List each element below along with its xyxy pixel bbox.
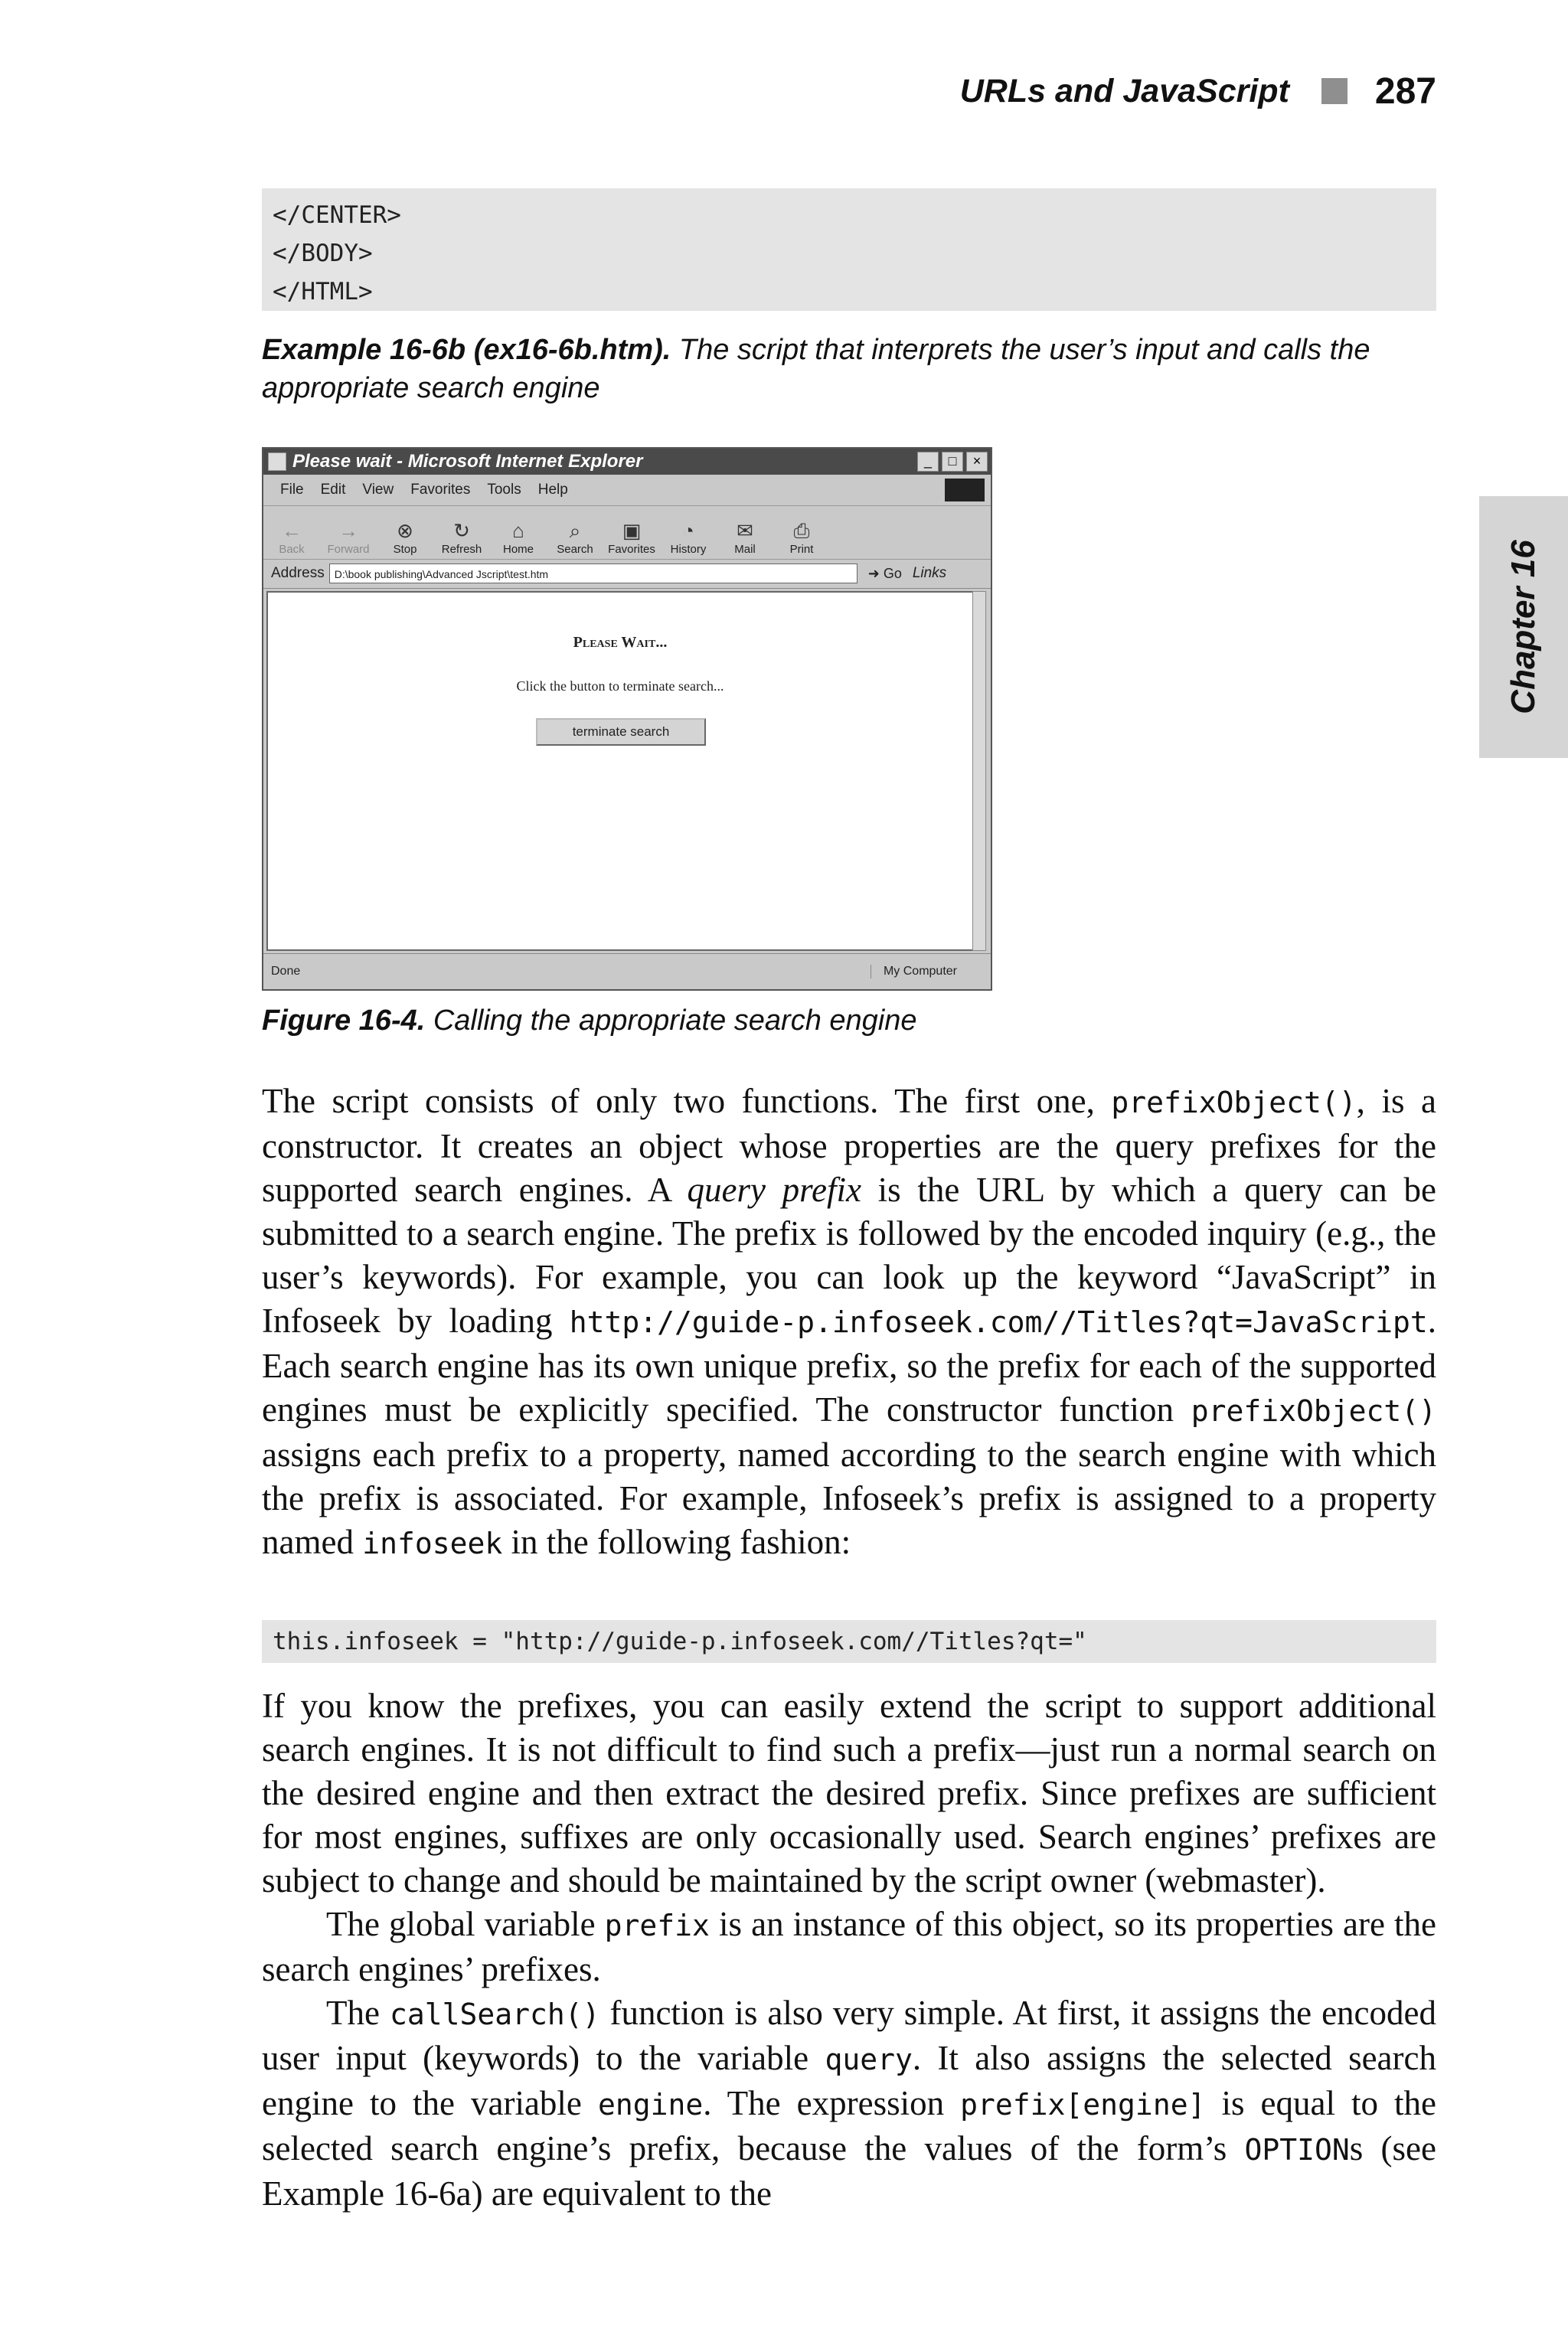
page-content — [266, 591, 974, 951]
mail-button[interactable] — [717, 518, 773, 556]
window-title: Please wait - Microsoft Internet Explorer — [292, 451, 643, 472]
mail-icon: ✉ — [737, 519, 753, 542]
text-run: The — [326, 1994, 390, 2032]
inline-code: callSearch() — [389, 1998, 600, 2031]
chapter-tab — [1479, 496, 1568, 758]
text-run: is the URL by which a query can be submitted to a search engine. The prefix is followed by the encoded inquiry (e.g., the user’s keywords). For example, you can look up the keyword “JavaScript” in Infoseek by loading — [262, 1171, 1436, 1340]
history-label: History — [670, 543, 707, 556]
code-line: </HTML> — [273, 278, 373, 305]
text-run: The script consists of only two functions. The first one, — [262, 1082, 1112, 1120]
address-input[interactable]: D:\book publishing\Advanced Jscript\test.htm — [329, 564, 858, 583]
address-bar — [263, 559, 991, 589]
text-run: is an instance of this object, so its properties are the search engines’ prefixes. — [262, 1905, 1436, 1988]
emphasis: query prefix — [687, 1171, 861, 1209]
menu-view[interactable]: View — [362, 482, 394, 498]
text-run: assigns each prefix to a property, named according to the search engine with which the prefix is associated. For example, Infoseek’s prefix is assigned to a property named — [262, 1436, 1436, 1561]
toolbar — [263, 505, 991, 560]
example-caption — [262, 331, 1436, 407]
history-icon: ◔ — [682, 519, 694, 542]
inline-code: engine — [597, 2088, 704, 2122]
favorites-button[interactable] — [603, 518, 660, 556]
forward-button[interactable] — [320, 518, 377, 556]
inline-code: query — [825, 2043, 913, 2076]
running-head — [940, 67, 1436, 115]
refresh-button[interactable] — [433, 518, 490, 556]
inline-code: prefix — [604, 1909, 710, 1942]
forward-label: Forward — [327, 543, 370, 556]
printer-icon: ⎙ — [793, 519, 810, 542]
refresh-icon: ↻ — [453, 519, 470, 542]
status-bar — [263, 953, 991, 989]
windows-logo-icon — [945, 479, 985, 501]
mail-label: Mail — [734, 543, 756, 556]
text-run: . It also assigns the selected search engine to the variable — [262, 2039, 1436, 2122]
code-block-middle — [262, 1620, 1436, 1663]
please-wait-message: Click the button to terminate search... — [516, 678, 724, 694]
text-run: The global variable — [326, 1905, 605, 1943]
stop-icon: ⊗ — [397, 519, 413, 542]
example-caption-label: Example 16-6b (ex16-6b.htm). — [262, 334, 671, 366]
terminate-search-button[interactable]: terminate search — [536, 718, 706, 746]
paragraph: If you know the prefixes, you can easily extend the script to support additional search engines. It is not difficult to find such a prefix—just run a normal search on the desired engine and then extract the desired prefix. Since prefixes are sufficient for most engines, suffixes are only occasionally used. Search engines’ prefixes are subject to change and should be maintained by the script owner (webmaster). — [262, 1687, 1436, 1900]
print-label: Print — [789, 543, 814, 556]
inline-code: prefixObject() — [1191, 1394, 1436, 1428]
home-label: Home — [502, 543, 534, 556]
refresh-label: Refresh — [441, 543, 482, 556]
paragraph — [262, 1991, 1436, 2216]
menu-bar — [263, 475, 991, 506]
text-run: s (see Example 16-6a) are equivalent to the — [262, 2129, 1436, 2213]
status-zone: My Computer — [871, 965, 957, 978]
close-icon[interactable]: × — [966, 452, 988, 472]
paragraphs-2-4 — [262, 1684, 1436, 2216]
figure-caption-label: Figure 16-4. — [262, 1004, 426, 1037]
menu-help[interactable]: Help — [537, 482, 568, 498]
favorites-icon: ▣ — [622, 519, 642, 542]
page-number: 287 — [1374, 70, 1436, 112]
address-label: Address — [271, 565, 325, 581]
maximize-icon[interactable]: □ — [942, 452, 963, 472]
search-button[interactable] — [547, 518, 603, 556]
vertical-scrollbar[interactable] — [972, 591, 986, 951]
search-icon: ⌕ — [569, 519, 581, 542]
print-button[interactable] — [773, 518, 830, 556]
code-line: </CENTER> — [273, 201, 401, 229]
running-head-title: URLs and JavaScript — [959, 72, 1289, 109]
paragraph-1 — [262, 1080, 1436, 1566]
menu-tools[interactable]: Tools — [487, 482, 521, 498]
text-run: is equal to the selected search engine’s prefix, because the values of the form’s — [262, 2084, 1436, 2167]
inline-code: prefixObject() — [1111, 1086, 1357, 1119]
code-line: </BODY> — [273, 240, 373, 267]
links-button[interactable]: Links — [912, 565, 947, 581]
text-run: function is also very simple. At first, it assigns the encoded user input (keywords) to the variable — [262, 1994, 1436, 2077]
favorites-label: Favorites — [608, 543, 655, 556]
inline-code: infoseek — [362, 1527, 503, 1560]
stop-button[interactable] — [377, 518, 433, 556]
menu-file[interactable]: File — [280, 482, 304, 498]
go-label: Go — [883, 565, 902, 581]
ie-app-icon — [268, 452, 286, 471]
code-block-top — [262, 188, 1436, 311]
forward-arrow-icon: → — [338, 519, 358, 542]
running-head-square — [1321, 78, 1348, 104]
back-arrow-icon: ← — [282, 519, 302, 542]
paragraph — [262, 1080, 1436, 1566]
text-run: . The expression — [703, 2084, 961, 2122]
stop-label: Stop — [393, 543, 417, 556]
paragraph — [262, 1903, 1436, 1991]
menu-edit[interactable]: Edit — [320, 482, 346, 498]
home-button[interactable] — [490, 518, 547, 556]
status-text: Done — [271, 965, 301, 978]
inline-code: http://guide-p.infoseek.com//Titles?qt=JavaScript — [569, 1305, 1428, 1339]
example-caption-text: The script that interprets the user’s input and calls the appropriate search engine — [262, 334, 1370, 404]
minimize-icon[interactable]: _ — [917, 452, 939, 472]
window-titlebar — [263, 449, 991, 475]
history-button[interactable] — [660, 518, 717, 556]
text-run: . Each search engine has its own unique prefix, so the prefix for each of the supported engines must be explicitly specified. The constructor function — [262, 1302, 1436, 1429]
text-run: in the following fashion: — [502, 1523, 851, 1561]
please-wait-heading: Please Wait... — [573, 634, 668, 651]
home-icon: ⌂ — [512, 519, 524, 542]
figure-caption-text: Calling the appropriate search engine — [425, 1004, 917, 1037]
code-line: this.infoseek = "http://guide-p.infoseek.com//Titles?qt=" — [273, 1628, 1087, 1655]
figure-caption — [262, 1001, 1436, 1040]
search-label: Search — [557, 543, 593, 556]
browser-screenshot — [262, 447, 992, 991]
back-label: Back — [279, 543, 305, 556]
chapter-tab-label: Chapter 16 — [1504, 540, 1542, 714]
inline-code: prefix[engine] — [960, 2088, 1206, 2122]
go-button[interactable] — [868, 566, 902, 582]
back-button[interactable] — [263, 518, 320, 556]
go-arrow-icon: ➜ — [867, 565, 880, 581]
text-run: , is a constructor. It creates an object whose properties are the query prefixes for the supported search engines. A — [262, 1082, 1436, 1209]
menu-favorites[interactable]: Favorites — [410, 482, 471, 498]
inline-code: OPTION — [1244, 2133, 1350, 2167]
